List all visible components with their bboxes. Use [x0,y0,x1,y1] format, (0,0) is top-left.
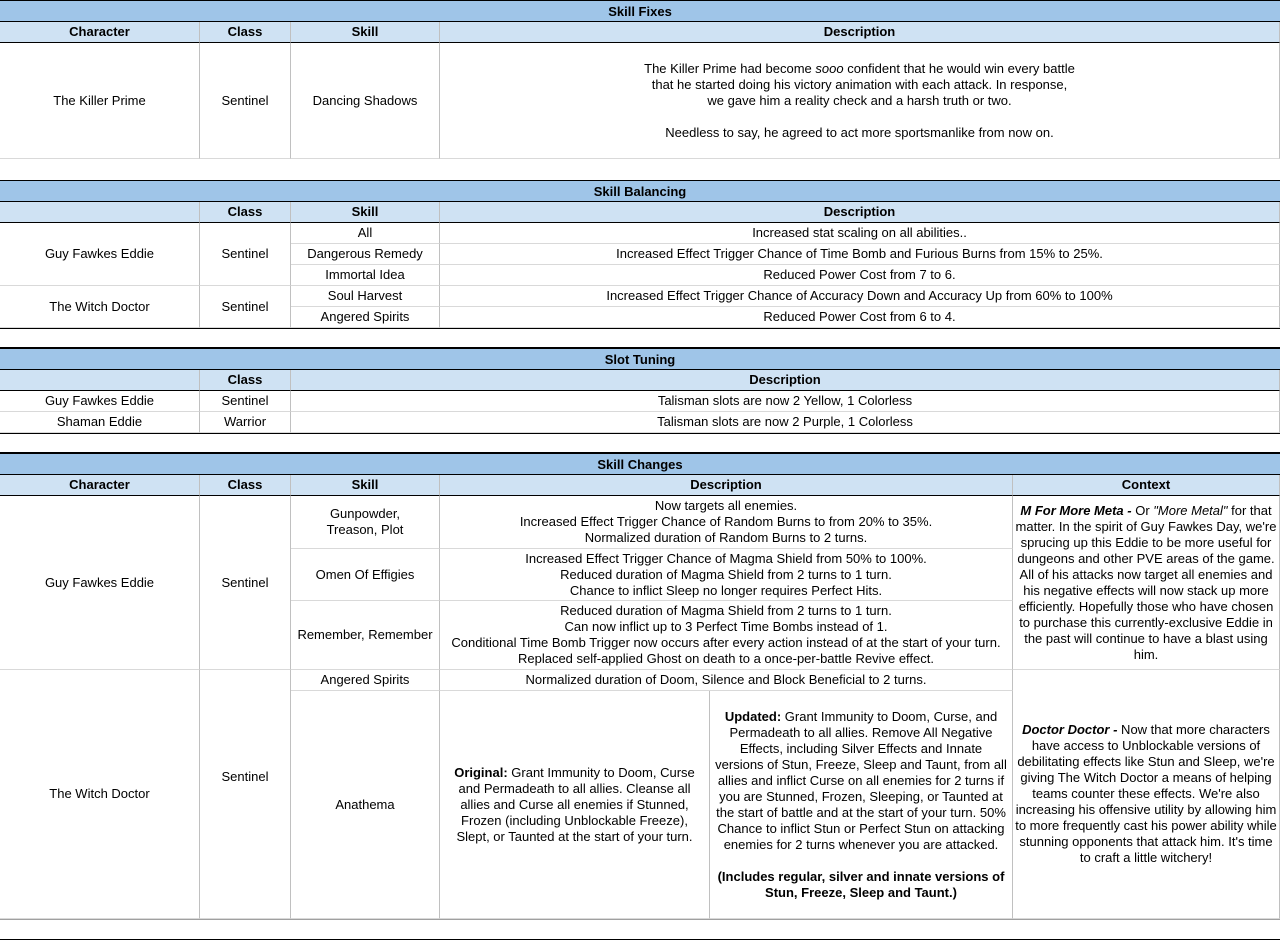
slot-description: Talisman slots are now 2 Purple, 1 Colorless [291,412,1280,433]
skill-balancing-title: Skill Balancing [593,183,687,199]
chg-twd-desc-angered: Normalized duration of Doom, Silence and Block Beneficial to 2 turns. [440,670,1013,691]
gfe-context-em: "More Metal" [1153,502,1228,518]
chg-col-skill: Skill [291,475,440,496]
chg-col-context: Context [1013,475,1280,496]
bal-twd-class: Sentinel [200,286,291,328]
chg-gfe-skill-1-l1: Gunpowder, [329,506,401,521]
slot-col-description: Description [291,370,1280,391]
chg-col-description: Description [440,475,1013,496]
col-description: Description [440,22,1280,43]
skill-changes-header [0,453,1280,475]
bal-twd-character: The Witch Doctor [0,286,200,328]
chg-twd-class: Sentinel [200,670,291,919]
fix-class: Sentinel [200,43,291,159]
chg-gfe-skill-1 [291,496,440,549]
fix-desc-1em: sooo [815,60,844,76]
bal-col-empty [0,202,200,223]
twd-updated-body: Grant Immunity to Doom, Curse, and Permadeath to all allies. Remove All Negative Effects, including Silver Effects and Innate versions of Stun, Freeze, Sleep and Taunt, from all allies and inflict Curse on all enemies for 2 turns if you are Stunned, Frozen, Sleeping, or Taunted at the start of battle and at the start of your turn. 50% Chance to inflict Stun or Perfect Stun on attacking enemies for 2 turns whenever you are attacked. [715,708,1007,852]
col-class: Class [200,22,291,43]
chg-gfe-class: Sentinel [200,496,291,670]
slot-tuning-header [0,348,1280,370]
gfe-context-mid: Or [1131,502,1154,518]
desc-line: Now targets all enemies. [654,498,798,513]
desc-line: Reduced duration of Magma Shield from 2 turns to 1 turn. [560,566,892,582]
fix-desc-1b: confident that he would win every battle [843,60,1075,76]
twd-context-text [1015,722,1277,866]
bal-description: Increased Effect Trigger Chance of Accuracy Down and Accuracy Up from 60% to 100% [440,286,1280,307]
skill-fixes-title: Skill Fixes [608,3,672,19]
desc-line: Chance to inflict Sleep no longer requires Perfect Hits. [569,582,883,598]
chg-gfe-desc-2 [440,549,1013,601]
chg-gfe-character: Guy Fawkes Eddie [0,496,200,670]
chg-twd-skill-anathema: Anathema [291,691,440,919]
spacer-3 [0,433,1280,453]
chg-twd-context [1013,670,1280,919]
fix-description [440,43,1280,159]
bal-gfe-class: Sentinel [200,223,291,286]
slot-class: Sentinel [200,391,291,412]
fix-desc-line1 [644,61,1075,77]
bal-col-description: Description [440,202,1280,223]
chg-gfe-desc-1 [440,496,1013,549]
bal-description: Reduced Power Cost from 6 to 4. [440,307,1280,328]
twd-updated-label: Updated: [724,708,782,724]
slot-character: Shaman Eddie [0,412,200,433]
desc-line: Replaced self-applied Ghost on death to a once-per-battle Revive effect. [517,651,934,666]
bal-col-skill: Skill [291,202,440,223]
gfe-context-title: M For More Meta - [1020,502,1132,518]
twd-updated-text [714,709,1008,853]
slot-character: Guy Fawkes Eddie [0,391,200,412]
col-skill: Skill [291,22,440,43]
fix-desc-line4: Needless to say, he agreed to act more sportsmanlike from now on. [665,124,1054,140]
chg-twd-original [440,691,710,919]
skill-changes-title: Skill Changes [597,456,683,472]
chg-twd-character: The Witch Doctor [0,670,200,919]
bal-description: Increased stat scaling on all abilities.. [440,223,1280,244]
bal-skill: Immortal Idea [291,265,440,286]
fix-desc-line2: that he started doing his victory animation with each attack. In response, [651,76,1068,92]
desc-line: Increased Effect Trigger Chance of Magma Shield from 50% to 100%. [525,550,927,566]
skill-fixes-header [0,0,1280,22]
chg-gfe-skill-2: Omen Of Effigies [291,549,440,601]
gfe-context-body: for that matter. In the spirit of Guy Fawkes Day, we're sprucing up this Eddie to be more useful for dungeons and other PVE areas of the game. All of his attacks now target all enemies and his negative effects will now stack up more efficiently. Hopefully those who have chosen to purchase this currently-exclusive Eddie in the past will continue to have a blast using him. [1015,502,1277,662]
twd-original-body: Grant Immunity to Doom, Curse and Permadeath to all allies. Cleanse all allies and Curse all enemies if Stunned, Frozen (including Unblockable Freeze), Slept, or Taunted at the start of your turn. [456,764,695,844]
chg-gfe-desc-3 [440,601,1013,670]
chg-twd-updated [710,691,1013,919]
bal-col-class: Class [200,202,291,223]
bal-skill: Angered Spirits [291,307,440,328]
desc-line: Conditional Time Bomb Trigger now occurs after every action instead of at the start of your turn. [451,635,1001,650]
desc-line: Normalized duration of Random Burns to 2 turns. [584,530,868,545]
bal-description: Reduced Power Cost from 7 to 6. [440,265,1280,286]
spacer-1 [0,159,1280,181]
desc-line: Can now inflict up to 3 Perfect Time Bombs instead of 1. [564,619,888,634]
bal-gfe-character: Guy Fawkes Eddie [0,223,200,286]
bal-skill: Dangerous Remedy [291,244,440,265]
twd-updated-note: (Includes regular, silver and innate versions of Stun, Freeze, Sleep and Taunt.) [717,868,1005,900]
fix-character: The Killer Prime [0,43,200,159]
desc-line: Increased Effect Trigger Chance of Random Burns to from 20% to 35%. [519,514,933,529]
chg-col-character: Character [0,475,200,496]
chg-gfe-skill-1-l2: Treason, Plot [326,522,404,537]
desc-line: Reduced duration of Magma Shield from 2 turns to 1 turn. [560,603,892,618]
fix-desc-1a: The Killer Prime had become [644,60,816,76]
bal-skill: All [291,223,440,244]
gfe-context-text [1015,503,1277,663]
col-character: Character [0,22,200,43]
spacer-bottom [0,919,1280,940]
slot-tuning-title: Slot Tuning [604,351,676,367]
bal-skill: Soul Harvest [291,286,440,307]
fix-desc-line3: we gave him a reality check and a harsh truth or two. [707,92,1012,108]
slot-class: Warrior [200,412,291,433]
slot-col-empty [0,370,200,391]
bal-description: Increased Effect Trigger Chance of Time Bomb and Furious Burns from 15% to 25%. [440,244,1280,265]
twd-context-body: Now that more characters have access to Unblockable versions of debilitating effects like Stun and Sleep, we're giving The Witch Doctor a means of helping teams counter these effects. We're also increasing his offensive utility by allowing him to more frequently cast his power ability while stunning opponents that attack him. It's time to craft a little witchery! [1015,722,1277,865]
chg-gfe-context [1013,496,1280,670]
twd-context-title: Doctor Doctor - [1022,722,1118,737]
skill-balancing-header [0,180,1280,202]
spacer-2 [0,328,1280,348]
slot-description: Talisman slots are now 2 Yellow, 1 Colorless [291,391,1280,412]
twd-original-text [448,765,701,845]
slot-col-class: Class [200,370,291,391]
chg-gfe-skill-3: Remember, Remember [291,601,440,670]
chg-twd-skill-angered: Angered Spirits [291,670,440,691]
chg-col-class: Class [200,475,291,496]
twd-original-label: Original: [454,764,508,780]
fix-skill: Dancing Shadows [291,43,440,159]
